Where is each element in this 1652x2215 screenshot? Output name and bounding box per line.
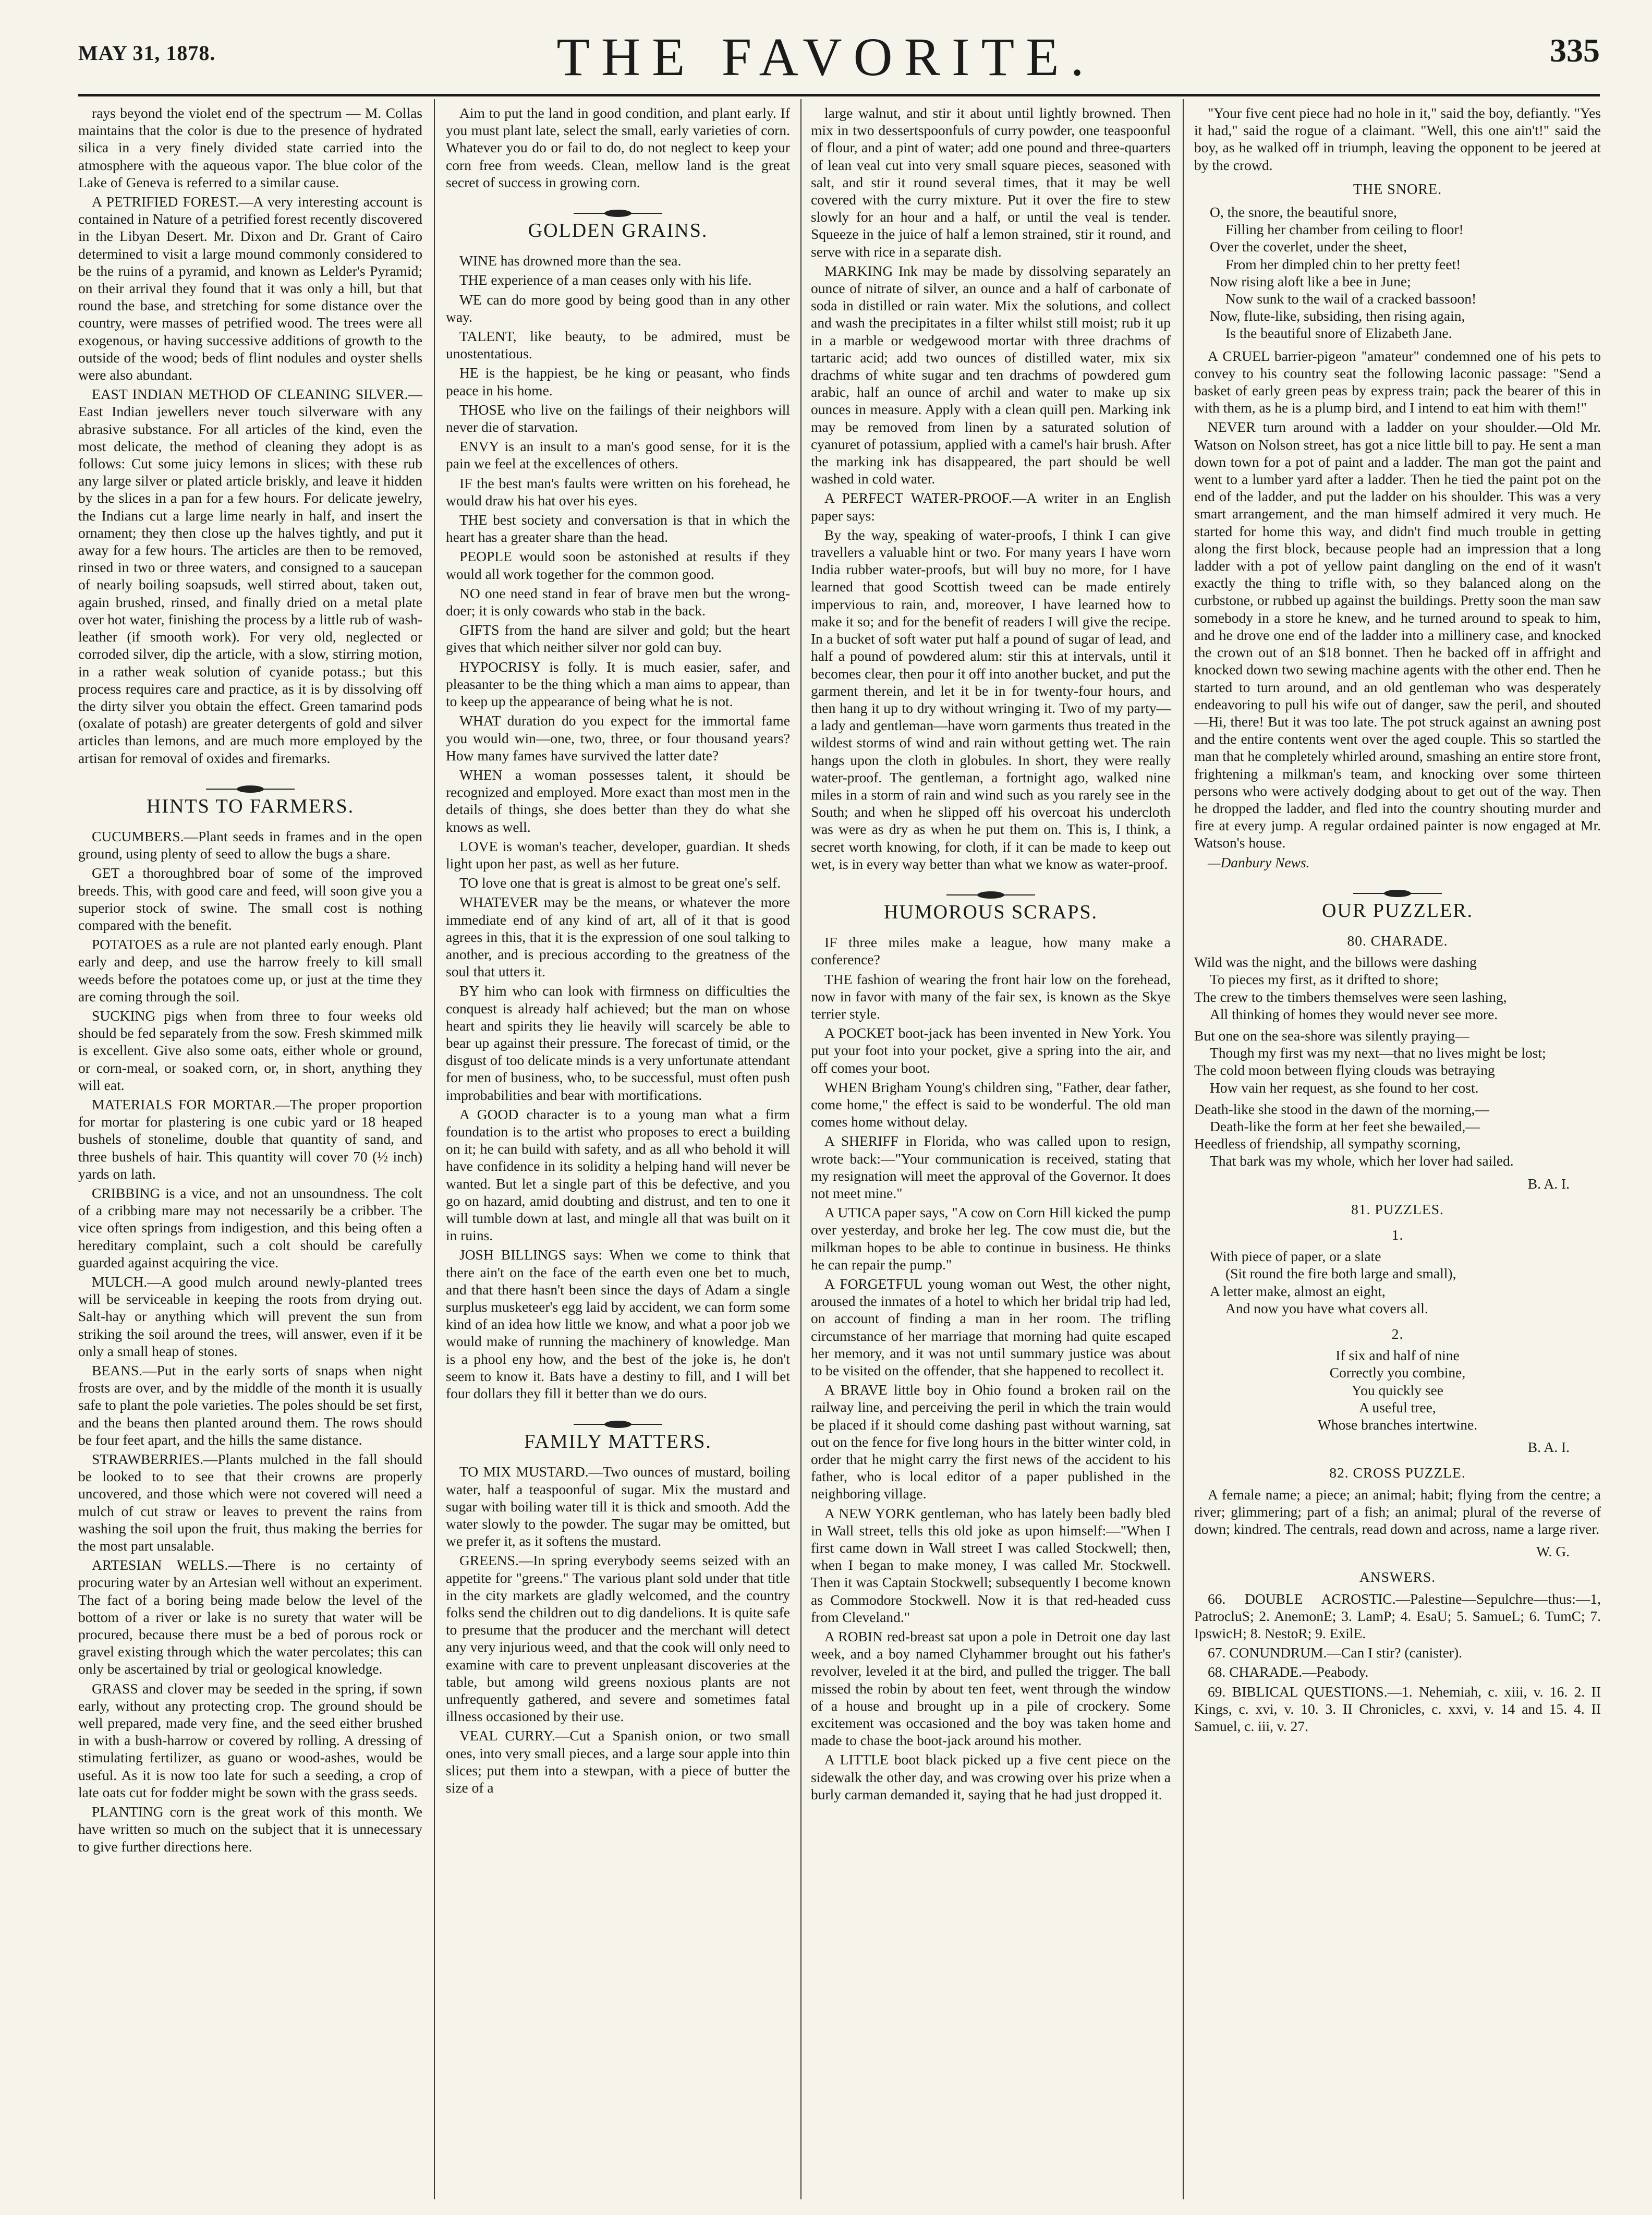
paragraph: TALENT, like beauty, to be admired, must be unostentatious. [446, 328, 790, 362]
masthead-title: THE FAVORITE. [556, 27, 1096, 87]
paragraph: ENVY is an insult to a man's good sense, for it is the pain we feel at the excellences of others. [446, 438, 790, 472]
issue-date: MAY 31, 1878. [78, 41, 216, 65]
verse-line: Correctly you combine, [1329, 1364, 1466, 1381]
puzzle-title: 80. CHARADE. [1347, 932, 1448, 949]
section-heading [446, 1420, 790, 1453]
verse-line: Whose branches intertwine. [1317, 1417, 1478, 1433]
poem [1210, 203, 1601, 342]
paragraph: CUCUMBERS.—Plant seeds in frames and in the open ground, using plenty of seed to allow the bugs a share. [78, 828, 422, 862]
paragraph: WE can do more good by being good than in any other way. [446, 291, 790, 325]
paragraph: BY him who can look with firmness on difficulties the conquest is already half achieved; but the man on whose heart and spirits they lie heavily will scarcely be able to bear up against their pressure. The forecast of timid, or the disgust of too delicate minds is a very unfortunate attendant for men of business, who, to be successful, must often push improbabilities and bear with mortifications. [446, 983, 790, 1103]
section-heading-text: FAMILY MATTERS. [524, 1431, 712, 1453]
section-heading-text: HINTS TO FARMERS. [146, 795, 355, 817]
signature: B. A. I. [1527, 1439, 1570, 1456]
puzzle-number: 1. [1391, 1226, 1404, 1243]
paragraph: THE best society and conversation is that in which the heart has a greater share than the head. [446, 512, 790, 546]
paragraph: NO one need stand in fear of brave men but the wrong-doer; it is only cowards who stab in the back. [446, 585, 790, 619]
paragraph: THE experience of a man ceases only with his life. [459, 272, 752, 288]
answer: 69. BIBLICAL QUESTIONS.—1. Nehemiah, c. xiii, v. 16. 2. II Kings, c. xvi, v. 10. 3. II Chronicles, c. xxvi, v. 14 and 15. 4. II Samuel, c. iii, v. 27. [1194, 1683, 1601, 1735]
paragraph: LOVE is woman's teacher, developer, guardian. It sheds light upon her past, as well as her future. [446, 838, 790, 872]
paragraph: IF the best man's faults were written on his forehead, he would draw his hat over his eyes. [446, 475, 790, 509]
verse-line: And now you have what covers all. [1225, 1300, 1428, 1316]
paragraph: POTATOES as a rule are not planted early enough. Plant early and deep, and use the harrow freely to kill small weeds before the potatoes come up, or just at the time they are coming through the soil. [78, 936, 422, 1004]
verse-line: Heedless of friendship, all sympathy scorning, [1194, 1135, 1461, 1152]
answer: 66. DOUBLE ACROSTIC.—Palestine—Sepulchre—thus:—1, PatrocluS; 2. AnemonE; 3. LamP; 4. EsaU; 5. SamueL; 6. TumC; 7. IpswicH; 8. NestoR; 9. ExilE. [1194, 1590, 1601, 1642]
paragraph: A GOOD character is to a young man what a firm foundation is to the artist who proposes to erect a building on it; he can build with safety, and as all who behold it will have confidence in its solidity a helping hand will never be wanted. But let a single part of this be defective, and you go on hazard, amid doubting and distrust, and ten to one it will tumble down at last, and mingle all that was built on it in ruins. [446, 1106, 790, 1244]
section-heading [811, 890, 1171, 921]
poem-line: Now rising aloft like a bee in June; [1210, 273, 1411, 289]
paragraph: A SHERIFF in Florida, who was called upon to resign, wrote back:—"Your communication is received, stating that my resignation will meet the approval of the Governor. It does not meet mine." [811, 1133, 1171, 1201]
ornament-divider [946, 890, 1035, 900]
paragraph: ARTESIAN WELLS.—There is no certainty of procuring water by an Artesian well without an experiment. The fact of a boring being made below the level of the bottom of a river or lake is no surety that water will be procured, because there must be a bed of porous rock or gravel existing through which the water percolates; this can only be ascertained by trial or geological knowledge. [78, 1557, 422, 1677]
paragraph: "Your five cent piece had no hole in it," said the boy, defiantly. "Yes it had," said the rogue of a claimant. "Well, this one ain't!" said the boy, as he walked off in triumph, leaving the opponent to be jeered at by the crowd. [1194, 105, 1601, 173]
paragraph: THE fashion of wearing the front hair low on the forehead, now in favor with many of the fair sex, is known as the Skye terrier style. [811, 971, 1171, 1022]
poem-line: Now sunk to the wail of a cracked bassoon! [1225, 291, 1477, 307]
paragraph: A CRUEL barrier-pigeon "amateur" condemned one of his pets to convey to his country seat the following laconic passage: "Send a basket of early green peas by express train; pack the bearer of this in with them, as he is a plump bird, and I intend to eat him with them!" [1194, 347, 1601, 416]
paragraph: STRAWBERRIES.—Plants mulched in the fall should be looked to to see that their crowns are properly uncovered, and those which were not covered will need a mulch of cut straw or leaves to prevent the rains from washing the soil upon the fruit, thus making the berries for the most part unsalable. [78, 1451, 422, 1554]
verse-line: Death-like she stood in the dawn of the morning,— [1194, 1100, 1489, 1117]
paragraph: JOSH BILLINGS says: When we come to think that there ain't on the face of the earth even one bet to much, and that there hasn't been since the days of Adam a single surplus musketeer's egg laid by accident, we can form some kind of an idea how little we know, and what a poor job we would make of running the machinery of knowledge. Man is a phool eny how, and the best of the joke is, he don't seem to know it. Bats have a destiny to fill, and I will bet four dollars they fill it better than we do ours. [446, 1246, 790, 1402]
paragraph: GRASS and clover may be seeded in the spring, if sown early, without any protecting crop. The ground should be well prepared, made very fine, and the seed either brushed in with a bush-harrow or covered by rolling. A dressing of stimulating fertilizer, as guano or wood-ashes, would be useful. As it is now too late for such a seeding, a crop of late oats cut for fodder might be sown with the grass seeds. [78, 1680, 422, 1800]
paragraph: A UTICA paper says, "A cow on Corn Hill kicked the pump over yesterday, and broke her leg. The cow must die, but the milkman hopes to be able to continue in business. He thinks he can repair the pump." [811, 1204, 1171, 1273]
verse-line: A useful tree, [1359, 1399, 1436, 1415]
ornament-divider [1353, 889, 1442, 898]
section-heading [78, 784, 422, 815]
paragraph: WHEN a woman possesses talent, it should be recognized and employed. More exact than most men in the details of things, she does better than they do what she knows as well. [446, 766, 790, 835]
paragraph: MULCH.—A good mulch around newly-planted trees will be serviceable in keeping the roots from drying out. Salt-hay or anything which will prevent the sun from striking the soil around the trees, will answer, even if it be only a small heap of stones. [78, 1274, 422, 1359]
section-heading [446, 209, 790, 242]
poem-line: Is the beautiful snore of Elizabeth Jane. [1225, 325, 1452, 342]
paragraph: rays beyond the violet end of the spectrum — M. Collas maintains that the color is due to the presence of hydrated silica in a very finely divided state carried into the atmosphere with the aqueous vapor. The blue color of the Lake of Geneva is referred to a similar cause. [78, 105, 422, 190]
paragraph: WHAT duration do you expect for the immortal fame you would win—one, two, three, or four thousand years? How many fames have survived the latter date? [446, 712, 790, 764]
paragraph: THOSE who live on the failings of their neighbors will never die of starvation. [446, 401, 790, 435]
verse-line: Wild was the night, and the billows were dashing [1194, 954, 1477, 971]
poem-line: Now, flute-like, subsiding, then rising again, [1210, 308, 1465, 324]
paragraph: A FORGETFUL young woman out West, the other night, aroused the inmates of a hotel to which her bridal trip had led, on account of finding a man in her room. The trifling circumstance of her marriage that morning had quite escaped her memory, and it was not until summary justice was about to be visited on the offender, that she happened to recollect it. [811, 1276, 1171, 1379]
puzzle-title: 81. PUZZLES. [1351, 1201, 1444, 1217]
verse-line: But one on the sea-shore was silently praying— [1194, 1027, 1469, 1044]
column-divider [1183, 99, 1184, 2199]
verse-line: With piece of paper, or a slate [1210, 1248, 1381, 1265]
paragraph: A PETRIFIED FOREST.—A very interesting account is contained in Nature of a petrified forest recently discovered in the Libyan Desert. Mr. Dixon and Dr. Grant of Cairo determined to visit a large mound commonly considered to be the ruins of a pyramid, and known as Lelder's Pyramid; on their arrival they found that it was only a hill, but that round the base, and stretching for some distance over the country, were masses of petrified wood. The trees were all exogenous, or having successive additions of growth to the outside of the wood; beds of flint nodules and oyster shells were also abundant. [78, 193, 422, 383]
paragraph: MATERIALS FOR MORTAR.—The proper proportion for mortar for plastering is one cubic yard or 18 heaped bushels of stonelime, double that quantity of sand, and three bushels of hair. This quantity will cover 70 (½ inch) yards on lath. [78, 1096, 422, 1182]
section-body [811, 934, 1171, 1803]
answer: 68. CHARADE.—Peabody. [1208, 1664, 1369, 1680]
ornament-divider [574, 1420, 662, 1429]
column-3 [811, 104, 1171, 1805]
paragraph: GET a thoroughbred boar of some of the improved breeds. This, with good care and feed, will soon give you a superior stock of swine. The small cost is nothing compared with the benefit. [78, 865, 422, 933]
paragraph: TO MIX MUSTARD.—Two ounces of mustard, boiling water, half a teaspoonful of sugar. Mix the mustard and sugar with boiling water till it is thick and smooth. Add the water slowly to the powder. The sugar may be omitted, but we prefer it, as it softens the mustard. [446, 1463, 790, 1550]
answer: 67. CONUNDRUM.—Can I stir? (canister). [1208, 1644, 1463, 1661]
paragraph: PEOPLE would soon be astonished at results if they would all work together for the common good. [446, 548, 790, 582]
charade-verse [1194, 953, 1601, 1169]
ornament-divider [206, 784, 295, 794]
column-1 [78, 104, 422, 1857]
page-number: 335 [1550, 32, 1600, 69]
paragraph: VEAL CURRY.—Cut a Spanish onion, or two small ones, into very small pieces, and a large sour apple into thin slices; put them into a stewpan, with a piece of butter the size of a [446, 1727, 790, 1796]
column-1-articles [78, 104, 422, 767]
puzzle-verse [1194, 1347, 1601, 1433]
paragraph: Aim to put the land in good condition, and plant early. If you must plant late, select the small, early varieties of corn. Whatever you do or fail to do, do not neglect to keep your corn free from weeds. Clean, mellow land is the great secret of success in growing corn. [446, 105, 790, 190]
poem-line: From her dimpled chin to her pretty feet! [1225, 256, 1461, 272]
ornament-divider [574, 209, 662, 218]
paragraph: A female name; a piece; an animal; habit; flying from the centre; a river; glimmering; part of a fish; an animal; plural of the reverse of down; kindred. The centrals, read down and across, name a large river. [1194, 1486, 1601, 1538]
paragraph: GIFTS from the hand are silver and gold; but the heart gives that which neither silver nor gold can buy. [446, 622, 790, 656]
section-body [446, 1463, 790, 1796]
section-body [446, 252, 790, 1402]
verse-line: If six and half of nine [1335, 1347, 1460, 1364]
signature: W. G. [1536, 1543, 1570, 1560]
paragraph: PLANTING corn is the great work of this month. We have written so much on the subject that it is unnecessary to give further directions here. [78, 1804, 422, 1855]
poem-line: Over the coverlet, under the sheet, [1210, 238, 1407, 255]
paragraph: CRIBBING is a vice, and not an unsoundness. The colt of a cribbing mare may not necessarily be a cribber. The vice often springs from indigestion, and this being often a hereditary complaint, such a colt should be carefully guarded against acquiring the vice. [78, 1184, 422, 1270]
verse-line: All thinking of homes they would never see more. [1210, 1006, 1498, 1022]
poem-line: Filling her chamber from ceiling to floor! [1225, 221, 1464, 238]
paragraph: GREENS.—In spring everybody seems seized with an appetite for "greens." The various plant sold under that title in the city markets are gladly welcomed, and the country folks send the children out to dig dandelions. It is quite safe to presume that the producer and the merchant will detect any very injurious weed, and that the cook will only need to examine with care to prevent unpleasant discoveries at the table, but among wild greens noxious plants are not unfrequently gathered, and severe and sometimes fatal illness occasioned by their use. [446, 1552, 790, 1725]
paragraph: TO love one that is great is almost to be great one's self. [459, 875, 781, 891]
paragraph: NEVER turn around with a ladder on your shoulder.—Old Mr. Watson on Nolson street, has got a nice little bill to pay. He sent a man down town for a pot of paint and a ladder. The man got the paint and went to a lumber yard after a ladder. Then he tied the paint pot on the end of the ladder, and put the ladder on his shoulder. This was a very smart arrangement, and the man himself admired it very much. He started for home this way, and didn't find much trouble in getting along the first block, because people had an impression that a long ladder with a pot of yellow paint dangling on the end of it wasn't exactly the thing to trifle with, so they balanced along on the curbstone, or rubbed up against the buildings. Pretty soon the man saw somebody in a store he knew, and he turned around to speak to him, and he drove one end of the ladder into a millinery case, and knocked the crown out of an $18 bonnet. Then he backed off in affright and knocked down two sewing machine agents with the other end. Then he started to turn around, and an old gentleman who was desperately endeavoring to pull his wife out of danger, saw the peril, and shouted—Hi, there! But it was too late. The pot struck against an awning post and the entire contents went over the aged couple. This so startled the man that he completely whirled around, smashing an entire store front, frightening a milkman's team, and knocking over some thirteen persons who were actively dodging about to get out of the way. Then he dropped the ladder, and fled into the country shouting murder and fire at every jump. A regular ordained painter is now engaged at Mr. Watson's house. [1194, 419, 1601, 851]
paragraph: HE is the happiest, be he king or peasant, who finds peace in his home. [446, 365, 790, 398]
paragraph: A NEW YORK gentleman, who has lately been badly bled in Wall street, tells this old joke as upon himself:—"When I first came down in Wall street I was called Stockwell; then, when I began to make money, I was called Mr. Stockwell. Then it was Captain Stockwell; subsequently I become known as Commodore Stockwell. Now it is that red-headed cuss from Cleveland." [811, 1505, 1171, 1625]
verse-line: That bark was my whole, which her lover had sailed. [1210, 1153, 1514, 1169]
paragraph: By the way, speaking of water-proofs, I think I can give travellers a valuable hint or two. For many years I have worn India rubber water-proofs, but will buy no more, for I have learned that good Scottish tweed can be made entirely impervious to rain, and, moreover, I have learned how to make it so; and for the benefit of readers I will give the recipe. In a bucket of soft water put half a pound of sugar of lead, and half a pound of powdered alum: stir this at intervals, until it becomes clear, then pour it off into another bucket, and put the garment therein, and let it be in for twenty-four hours, and then hang it up to dry without wringing it. Two of my party—a lady and gentleman—have worn garments thus treated in the wildest storms of wind and rain without getting wet. The rain hangs upon the cloth in globules. In short, they were really water-proof. The gentleman, a fortnight ago, walked nine miles in a storm of rain and wind such as you rarely see in the South; and when he slipped off his overcoat his undercloth was were as dry as when he put them on. This is, I think, a secret worth knowing, for cloth, if it can be made to keep out wet, is in every way better than what we know as water-proof. [811, 526, 1171, 872]
verse-line: The crew to the timbers themselves were seen lashing, [1194, 988, 1507, 1005]
paragraph: WHATEVER may be the means, or whatever the more immediate end of any kind of art, all of it that is good agrees in this, that it is the expression of one soul talking to another, and is precious according to the greatness of the soul that utters it. [446, 894, 790, 980]
puzzle-title: 82. CROSS PUZZLE. [1329, 1464, 1466, 1481]
signature: B. A. I. [1527, 1175, 1570, 1192]
answers-title: ANSWERS. [1359, 1569, 1436, 1585]
paragraph: BEANS.—Put in the early sorts of snaps when night frosts are over, and by the middle of the month it is usually safe to plant the pole varieties. The poles should be set first, and the beans then planted around them. The rows should be four feet apart, and the hills the same distance. [78, 1362, 422, 1448]
section-heading-text: HUMOROUS SCRAPS. [883, 901, 1098, 923]
verse-line: (Sit round the fire both large and small), [1225, 1265, 1456, 1282]
paragraph: WINE has drowned more than the sea. [459, 252, 682, 269]
verse-line: The cold moon between flying clouds was betraying [1194, 1062, 1495, 1079]
section-body [78, 828, 422, 1855]
attribution: —Danbury News. [1208, 854, 1310, 870]
verse-line: Death-like the form at her feet she bewailed,— [1210, 1118, 1480, 1134]
paragraph: A ROBIN red-breast sat upon a pole in Detroit one day last week, and a boy named Clyhammer brought out his father's revolver, leveled it at the bird, and pulled the trigger. The ball missed the robin by about ten feet, went through the window of a house and brought up in a pile of crockery. Some excitement was occasioned and the boy was taken home and made to chase the boot-jack around his mother. [811, 1628, 1171, 1749]
paragraph: MARKING Ink may be made by dissolving separately an ounce of nitrate of silver, an ounce and a half of carbonate of soda in distilled or rain water. Mix the solutions, and collect and wash the precipitates in a filter whilst still moist; rub it up in a marble or wedgewood mortar with three drachms of tartaric acid; add two ounces of distilled water, mix six drachms of white sugar and ten drachms of powdered gum arabic, half an ounce of archil and water to make up six ounces in measure. Apply with a clean quill pen. Marking ink may be removed from linen by a saturated solution of cyanuret of potassium, applied with a camel's hair brush. After the marking ink has disappeared, the part should be well washed in cold water. [811, 262, 1171, 487]
paragraph: SUCKING pigs when from three to four weeks old should be fed separately from the sow. Fresh skimmed milk is excellent. Give also some oats, either whole or ground, or corn-meal, or soaked corn, or, in short, anything they will eat. [78, 1007, 422, 1093]
poem-line: O, the snore, the beautiful snore, [1210, 204, 1397, 221]
poem-title: THE SNORE. [1353, 181, 1442, 198]
paragraph: large walnut, and stir it about until lightly browned. Then mix in two dessertspoonfuls of curry powder, one teaspoonful of flour, and a pint of water; add one pound and three-quarters of lean veal cut into very small square pieces, seasoned with salt, and stir it round several times, that it may be well covered with the curry mixture. Put it over the fire to stew slowly for an hour and a half, or until the veal is tender. Squeeze in the juice of half a lemon strained, stir it round, and serve with rice in a separate dish. [811, 105, 1171, 260]
verse-line: How vain her request, as she found to her cost. [1210, 1079, 1479, 1096]
paragraph: A POCKET boot-jack has been invented in New York. You put your foot into your pocket, give a spring into the air, and off comes your boot. [811, 1025, 1171, 1076]
paragraph: HYPOCRISY is folly. It is much easier, safer, and pleasanter to be the thing which a man aims to appear, than to keep up the appearance of being what he is not. [446, 658, 790, 710]
section-heading-text: GOLDEN GRAINS. [528, 220, 708, 242]
header-rule [78, 94, 1600, 96]
verse-line: To pieces my first, as it drifted to shore; [1210, 971, 1439, 988]
section-heading-text: OUR PUZZLER. [1322, 899, 1473, 922]
paragraph: WHEN Brigham Young's children sing, "Father, dear father, come home," the effect is said to be wonderful. The old man comes home without delay. [811, 1079, 1171, 1130]
puzzle-verse [1210, 1248, 1601, 1317]
page-header [0, 0, 1652, 89]
paragraph: A LITTLE boot black picked up a five cent piece on the sidewalk the other day, and was crowing over his prize when a burly carman demanded it, saying that he had just dropped it. [811, 1751, 1171, 1802]
paragraph: EAST INDIAN METHOD OF CLEANING SILVER.—East Indian jewellers never touch silverware with any abrasive substance. For all articles of the kind, even the most delicate, the method of cleaning they adopt is as follows: Cut some juicy lemons in slices; with these rub any large silver or plated article briskly, and leave it hidden by the slices in a pan for a few hours. For delicate jewelry, the Indians cut a large lime nearly in half, and insert the ornament; they then close up the halves tightly, and put it away for a few hours. The articles are then to be removed, rinsed in two or three waters, and consigned to a saucepan of nearly boiling soapsuds, well stirred about, taken out, again brushed, rinsed, and finally dried on a metal plate over hot water, finishing the process by a little rub of wash-leather (if smooth work). For very old, neglected or corroded silver, dip the article, with a slow, stirring motion, in a rather weak solution of cyanide potass.; but this process requires care and practice, as it is by dissolving off the dirty silver you obtain the effect. Green tamarind pods (oxalate of potash) are greater detergents of gold and silver articles than lemons, and are much more employed by the artisan for removal of oxides and firemarks. [78, 386, 422, 766]
column-divider [800, 99, 801, 2199]
section-heading [1194, 889, 1601, 922]
paragraph: A BRAVE little boy in Ohio found a broken rail on the railway line, and perceiving the peril in which the train would be placed if it should come dashing past without warning, sat out on the fence for five long hours in the bitter winter cold, in order that he might carry the first news of the accident to his father, who is local editor of a paper published in the neighboring village. [811, 1382, 1171, 1502]
verse-line: Though my first was my next—that no lives might be lost; [1210, 1045, 1546, 1061]
column-2 [446, 104, 790, 1798]
column-4 [1194, 104, 1601, 1737]
puzzle-number: 2. [1391, 1326, 1404, 1342]
verse-line: You quickly see [1352, 1382, 1443, 1398]
paragraph: A PERFECT WATER-PROOF.—A writer in an English paper says: [811, 490, 1171, 524]
verse-line: A letter make, almost an eight, [1210, 1282, 1386, 1299]
paragraph: IF three miles make a league, how many make a conference? [811, 934, 1171, 968]
column-divider [434, 99, 435, 2199]
